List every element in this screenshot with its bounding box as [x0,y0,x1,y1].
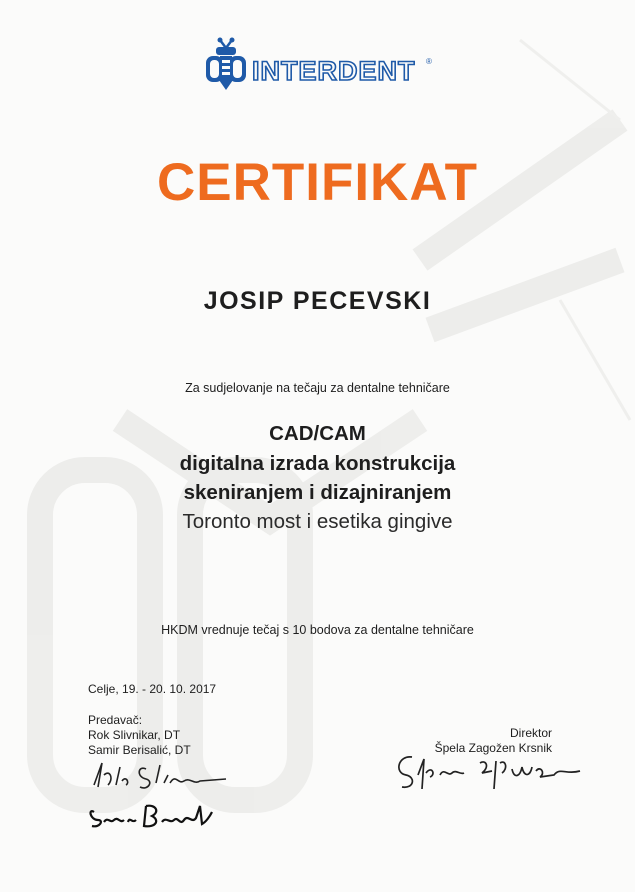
course-title-line-3: skeniranjem i dizajniranjem [183,481,452,504]
course-title-line-1: CAD/CAM [269,422,366,445]
logo-wordmark: INTERDENT [252,56,416,86]
lecturer-name: Rok Slivnikar, DT [88,728,181,742]
signature-rok-slivnikar [86,755,236,795]
director-name: Špela Zagožen Krsnik [434,741,552,755]
course-subtitle: Toronto most i esetika gingive [182,510,453,533]
signature-director [390,745,590,795]
points-note: HKDM vrednuje tečaj s 10 bodova za dentalne tehničare [161,623,474,637]
certificate-title: CERTIFIKAT [156,153,479,212]
participation-text: Za sudjelovanje na tečaju za dentalne tehničare [185,381,450,395]
director-label: Direktor [509,726,552,740]
lecturers-label: Predavač: [88,713,143,727]
interdent-logo [198,36,438,94]
signature-samir-berisalic [86,798,216,834]
recipient-name: JOSIP PECEVSKI [203,287,432,315]
date-place: Celje, 19. - 20. 10. 2017 [88,682,217,696]
course-title-line-2: digitalna izrada konstrukcija [179,452,456,475]
registered-mark: ® [426,57,432,66]
lecturers-block [88,713,191,758]
bee-logo-icon [206,38,246,91]
lecturer-name: Samir Berisalić, DT [88,743,191,757]
